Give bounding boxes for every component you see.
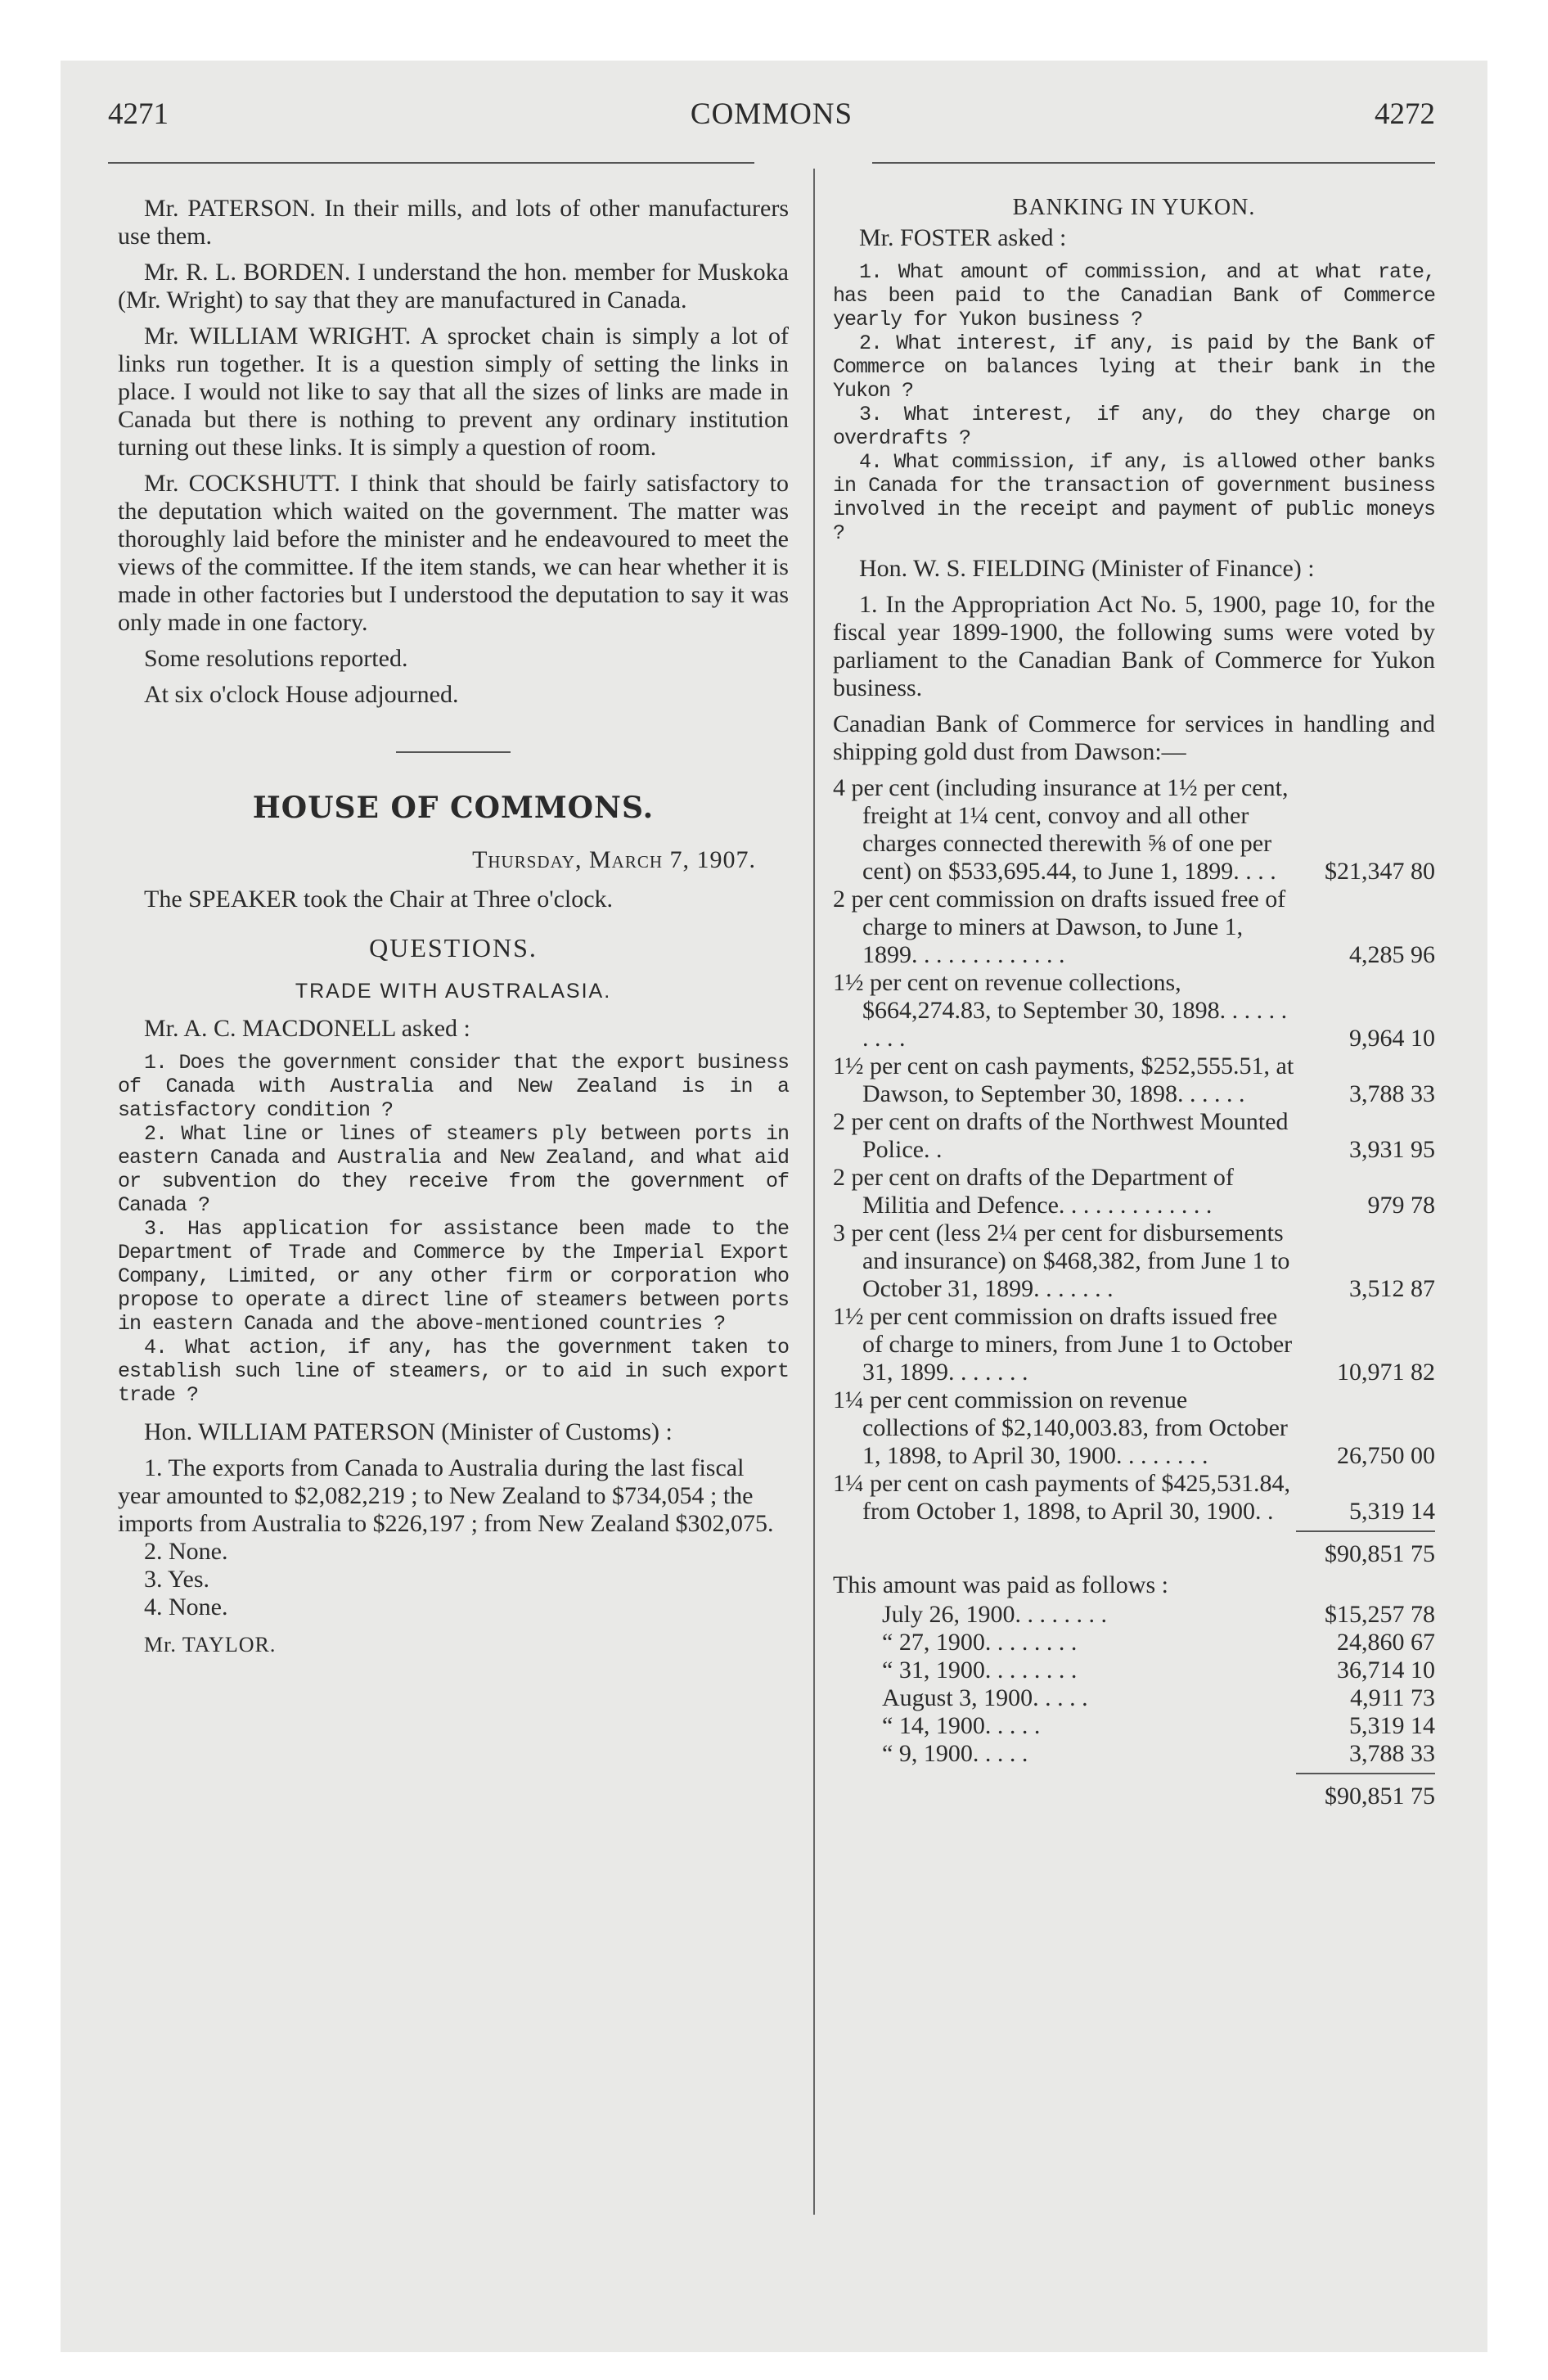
commission-total: $90,851 75 [1325, 1540, 1435, 1567]
trade-question-2: 2. What line or lines of steamers ply between ports in eastern Canada and Australia and New Zealand, and what aid or subvention do they receive from the government of Canada ? [118, 1122, 789, 1217]
right-page-number: 4272 [1375, 97, 1435, 131]
payment-amount: 24,860 67 [1337, 1629, 1435, 1656]
payment-date: July 26, 1900. . . . . . . . [882, 1601, 1108, 1628]
trade-question-4: 4. What action, if any, has the government taken to establish such line of steamers, or to aid in such export trade ? [118, 1336, 789, 1407]
payment-row [833, 1712, 1435, 1740]
bank-question-2: 2. What interest, if any, is paid by the Bank of Commerce on balances lying at their bank in the Yukon ? [833, 331, 1435, 403]
commission-desc: 1¼ per cent on cash payments of $425,531.84, from October 1, 1898, to April 30, 1900. . [833, 1470, 1291, 1525]
payments-table [833, 1601, 1435, 1768]
commission-amount: 26,750 00 [1337, 1442, 1435, 1469]
paterson-minister: Hon. WILLIAM PATERSON (Minister of Customs) : [144, 1418, 673, 1445]
services-intro: Canadian Bank of Commerce for services in handling and shipping gold dust from Dawson:— [833, 710, 1435, 765]
commission-desc: 1½ per cent commission on drafts issued free of charge to miners, from June 1 to October 31, 1899. . . . . . . [833, 1303, 1293, 1386]
trade-question-3: 3. Has application for assistance been made to the Department of Trade and Commerce by the Imperial Export Company, Limited, or any other firm or corporation who propose to operate a direct line of steamers between ports in eastern Canada and the above-mentioned countries ? [118, 1217, 789, 1336]
commission-desc: 1½ per cent on cash payments, $252,555.51, at Dawson, to September 30, 1898. . . . . . [833, 1053, 1294, 1107]
paterson-paragraph: Mr. PATERSON. In their mills, and lots of other manufacturers use them. [118, 195, 789, 250]
final-total-rule [1296, 1773, 1435, 1774]
payment-date: “ 27, 1900. . . . . . . . [882, 1629, 1078, 1656]
right-column [833, 195, 1435, 1810]
house-title: HOUSE OF COMMONS. [252, 791, 655, 825]
trade-answer-2: 2. None. [144, 1538, 228, 1565]
commission-row [833, 1219, 1435, 1303]
payment-amount: 3,788 33 [1349, 1740, 1435, 1767]
running-title: COMMONS [690, 97, 853, 131]
payment-date: “ 9, 1900. . . . . [882, 1740, 1028, 1767]
commission-desc: 2 per cent commission on drafts issued free of charge to miners at Dawson, to June 1, 1899. . . . . . . . . . . . . [833, 886, 1286, 968]
trade-heading: TRADE WITH AUSTRALASIA. [295, 980, 612, 1003]
commission-row [833, 1053, 1435, 1108]
commission-row [833, 1470, 1435, 1526]
payment-row [833, 1629, 1435, 1657]
payment-amount: 5,319 14 [1349, 1712, 1435, 1739]
payment-row [833, 1740, 1435, 1768]
commission-row [833, 774, 1435, 886]
resolutions-line: Some resolutions reported. [144, 645, 408, 672]
foster-asked: Mr. FOSTER asked : [859, 224, 1067, 251]
speaker-line: The SPEAKER took the Chair at Three o'clock. [144, 886, 614, 913]
left-page-number: 4271 [108, 97, 169, 131]
commission-amount: 3,931 95 [1349, 1136, 1435, 1163]
taylor-line: Mr. TAYLOR. [144, 1633, 277, 1657]
bank-question-1: 1. What amount of commission, and at what rate, has been paid to the Canadian Bank of Commerce yearly for Yukon business ? [833, 260, 1435, 331]
trade-answer-4: 4. None. [144, 1593, 228, 1620]
banking-heading: BANKING IN YUKON. [1012, 195, 1256, 220]
commission-amount: 9,964 10 [1349, 1025, 1435, 1052]
payment-date: August 3, 1900. . . . . [882, 1684, 1088, 1711]
borden-paragraph: Mr. R. L. BORDEN. I understand the hon. member for Muskoka (Mr. Wright) to say that they are manufactured in Canada. [118, 259, 789, 313]
commission-row [833, 1303, 1435, 1386]
trade-question-1: 1. Does the government consider that the export business of Canada with Australia and New Zealand is in a satisfactory condition ? [118, 1051, 789, 1122]
total-rule [1296, 1530, 1435, 1532]
commission-amount: 979 78 [1367, 1192, 1435, 1219]
payment-amount: 36,714 10 [1337, 1657, 1435, 1684]
header-rule-right [872, 162, 1435, 164]
payment-date: “ 31, 1900. . . . . . . . [882, 1657, 1078, 1684]
commission-amount: 5,319 14 [1349, 1498, 1435, 1525]
column-divider [813, 169, 815, 2215]
commission-amount: 4,285 96 [1349, 941, 1435, 968]
bank-question-3: 3. What interest, if any, do they charge on overdrafts ? [833, 403, 1435, 450]
fielding-minister: Hon. W. S. FIELDING (Minister of Finance) : [859, 555, 1315, 582]
payment-amount: 4,911 73 [1350, 1684, 1435, 1711]
commission-desc: 4 per cent (including insurance at 1½ per cent, freight at 1¼ cent, convoy and all other charges connected therewith ⅝ of one per cent) on $533,695.44, to June 1, 1899. . . . [833, 774, 1289, 885]
payment-date: “ 14, 1900. . . . . [882, 1712, 1041, 1739]
adjourned-line: At six o'clock House adjourned. [144, 681, 459, 708]
payment-amount: $15,257 78 [1325, 1601, 1435, 1628]
commission-row [833, 1108, 1435, 1164]
commission-amount: 3,788 33 [1349, 1080, 1435, 1107]
commission-amount: 3,512 87 [1349, 1275, 1435, 1302]
commission-desc: 1¼ per cent commission on revenue collections of $2,140,003.83, from October 1, 1898, to April 30, 1900. . . . . . . . [833, 1386, 1288, 1469]
trade-answer-1: 1. The exports from Canada to Australia during the last fiscal year amounted to $2,082,219 ; to New Zealand to $734,054 ; the imports from Australia to $226,197 ; from New Zealand $302,075. [118, 1454, 774, 1537]
header-rule-left [108, 162, 754, 164]
payments-total: $90,851 75 [1325, 1783, 1435, 1810]
commission-amount: $21,347 80 [1325, 858, 1435, 885]
commission-desc: 2 per cent on drafts of the Department of Militia and Defence. . . . . . . . . . . . . [833, 1164, 1234, 1219]
questions-heading: QUESTIONS. [369, 933, 538, 962]
payment-row [833, 1601, 1435, 1629]
commission-desc: 2 per cent on drafts of the Northwest Mounted Police. . [833, 1108, 1289, 1163]
left-column [118, 195, 789, 1657]
page-header [108, 97, 1435, 146]
bank-answer-1: 1. In the Appropriation Act No. 5, 1900, page 10, for the fiscal year 1899-1900, the following sums were voted by parliament to the Canadian Bank of Commerce for Yukon business. [833, 591, 1435, 701]
trade-answer-3: 3. Yes. [144, 1566, 210, 1593]
commission-desc: 3 per cent (less 2¼ per cent for disbursements and insurance) on $468,382, from June 1 to October 31, 1899. . . . . . . [833, 1219, 1290, 1302]
commission-row [833, 1386, 1435, 1470]
commission-row [833, 1164, 1435, 1219]
commission-row [833, 886, 1435, 969]
payment-row [833, 1684, 1435, 1712]
commission-row [833, 969, 1435, 1053]
bank-question-4: 4. What commission, if any, is allowed other banks in Canada for the transaction of government business involved in the receipt and payment of public moneys ? [833, 450, 1435, 545]
cockshutt-paragraph: Mr. COCKSHUTT. I think that should be fairly satisfactory to the deputation which waited on the government. The matter was thoroughly laid before the minister and he endeavoured to meet the views of the committee. If the item stands, we can hear whether it is made in other factories but I understood the deputation to say it was only made in one factory. [118, 470, 789, 636]
section-rule [396, 751, 511, 753]
sitting-date: Thursday, March 7, 1907. [472, 846, 756, 873]
macdonell-asked: Mr. A. C. MACDONELL asked : [144, 1015, 470, 1042]
commission-table [833, 774, 1435, 1526]
payment-row [833, 1657, 1435, 1684]
commission-desc: 1½ per cent on revenue collections, $664,274.83, to September 30, 1898. . . . . . . . . . [833, 969, 1288, 1052]
paid-intro: This amount was paid as follows : [833, 1571, 1168, 1598]
wright-paragraph: Mr. WILLIAM WRIGHT. A sprocket chain is simply a lot of links run together. It is a question simply of setting the links in place. I would not like to say that all the sizes of links are made in Canada but there is nothing to prevent any ordinary institution turning out these links. It is simply a question of room. [118, 322, 789, 461]
commission-amount: 10,971 82 [1337, 1359, 1435, 1386]
